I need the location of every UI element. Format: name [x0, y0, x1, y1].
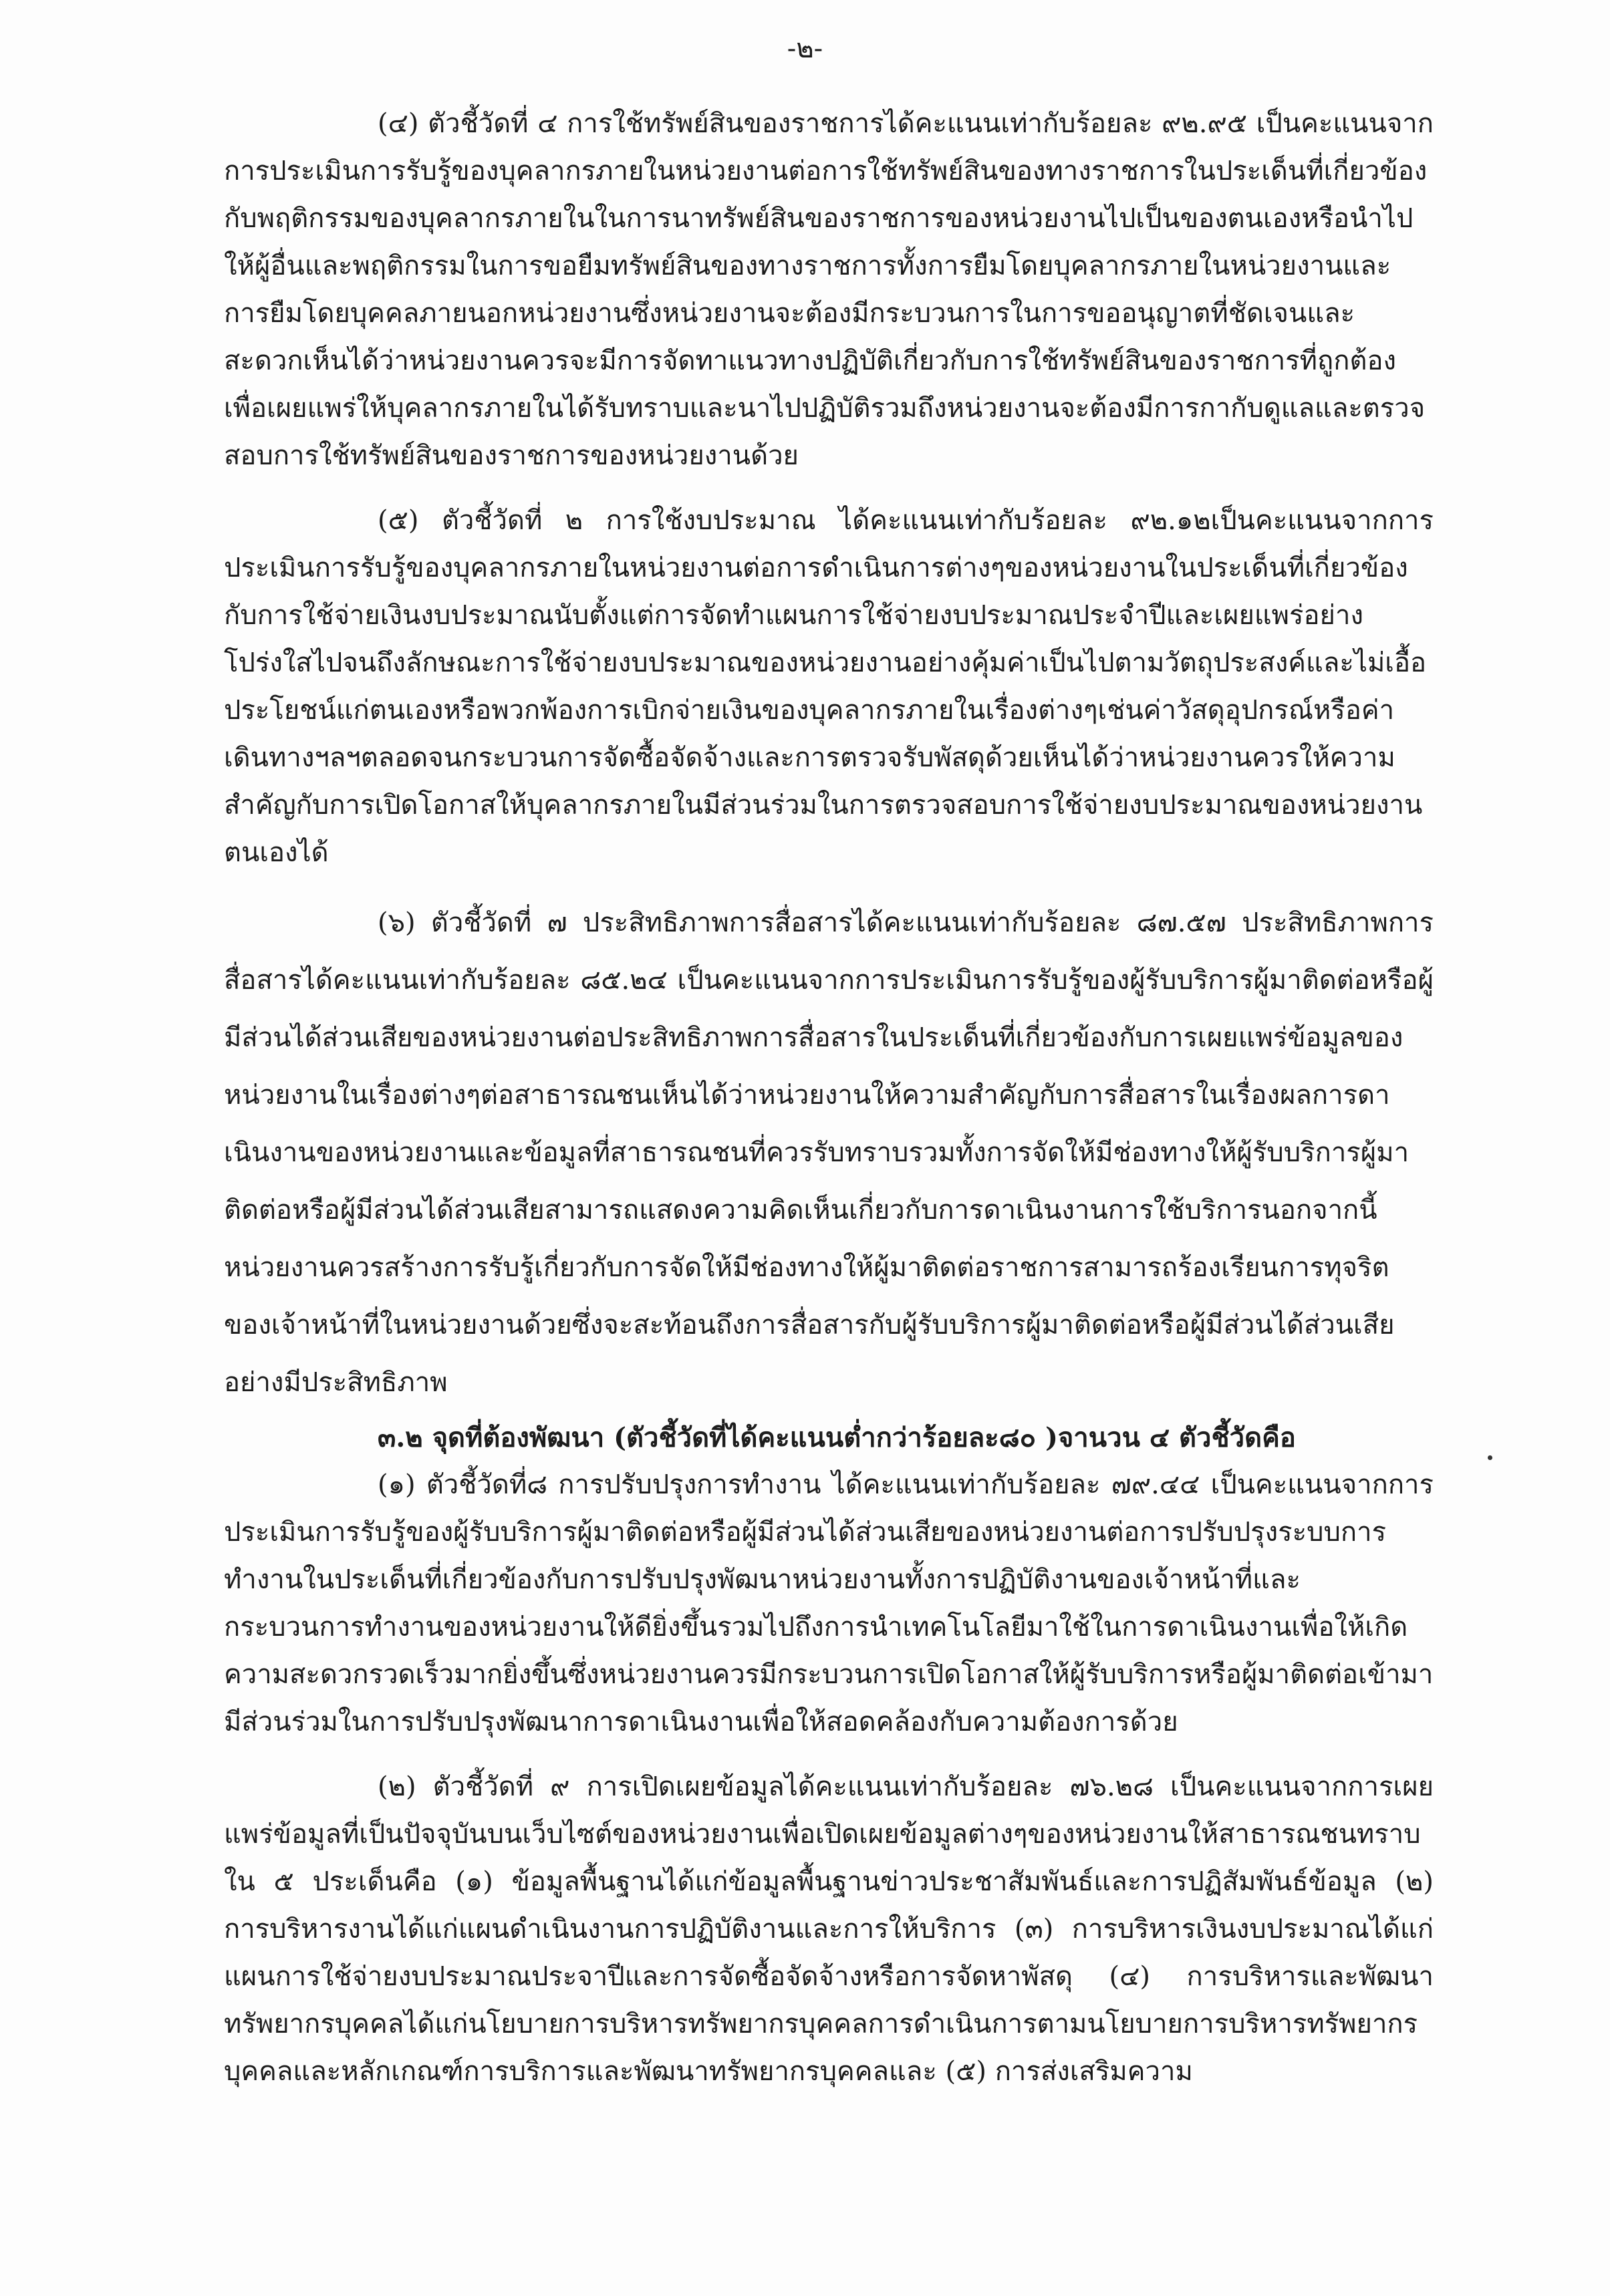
document-body	[224, 100, 1434, 2113]
paragraph-indicator-8-work-improvement: (๑) ตัวชี้วัดที่๘ การปรับปรุงการทำงาน ได้คะแนนเท่ากับร้อยละ ๗๙.๔๔ เป็นคะแนนจากการประเมินการรับรู้ของผู้รับบริการผู้มาติดต่อหรือผู้มีส่วนได้ส่วนเสียของหน่วยงานต่อการปรับปรุงระบบการทำงานในประเด็นที่เกี่ยวข้องกับการปรับปรุงพัฒนาหน่วยงานทั้งการปฏิบัติงานของเจ้าหน้าที่และกระบวนการทำงานของหน่วยงานให้ดียิ่งขึ้นรวมไปถึงการนำเทคโนโลยีมาใช้ในการดาเนินงานเพื่อให้เกิดความสะดวกรวดเร็วมากยิ่งขึ้นซึ่งหน่วยงานควรมีกระบวนการเปิดโอกาสให้ผู้รับบริการหรือผู้มาติดต่อเข้ามามีส่วนร่วมในการปรับปรุงพัฒนาการดาเนินงานเพื่อให้สอดคล้องกับความต้องการด้วย	[224, 1469, 1434, 1737]
section-heading-improvement-points: ๓.๒ จุดที่ต้องพัฒนา (ตัวชี้วัดที่ได้คะแนนต่ำกว่าร้อยละ๘๐ )จานวน ๔ ตัวชี้วัดคือ	[378, 1422, 1296, 1453]
paragraph-indicator-2-budget: (๕) ตัวชี้วัดที่ ๒ การใช้งบประมาณ ได้คะแนนเท่ากับร้อยละ ๙๒.๑๒เป็นคะแนนจากการประเมินการรับรู้ของบุคลากรภายในหน่วยงานต่อการดำเนินการต่างๆของหน่วยงานในประเด็นที่เกี่ยวข้องกับการใช้จ่ายเงินงบประมาณนับตั้งแต่การจัดทำแผนการใช้จ่ายงบประมาณประจำปีและเผยแพร่อย่างโปร่งใสไปจนถึงลักษณะการใช้จ่ายงบประมาณของหน่วยงานอย่างคุ้มค่าเป็นไปตามวัตถุประสงค์และไม่เอื้อประโยชน์แก่ตนเองหรือพวกพ้องการเบิกจ่ายเงินของบุคลากรภายในเรื่องต่างๆเช่นค่าวัสดุอุปกรณ์หรือค่าเดินทางฯลฯตลอดจนกระบวนการจัดซื้อจัดจ้างและการตรวจรับพัสดุด้วยเห็นได้ว่าหน่วยงานควรให้ความสำคัญกับการเปิดโอกาสให้บุคลากรภายในมีส่วนร่วมในการตรวจสอบการใช้จ่ายงบประมาณของหน่วยงานตนเองได้	[224, 505, 1434, 868]
scan-speck	[1488, 1455, 1492, 1460]
paragraph-indicator-7-communication: (๖) ตัวชี้วัดที่ ๗ ประสิทธิภาพการสื่อสารได้คะแนนเท่ากับร้อยละ ๘๗.๕๗ ประสิทธิภาพการสื่อสารได้คะแนนเท่ากับร้อยละ ๘๕.๒๔ เป็นคะแนนจากการประเมินการรับรู้ของผู้รับบริการผู้มาติดต่อหรือผู้มีส่วนได้ส่วนเสียของหน่วยงานต่อประสิทธิภาพการสื่อสารในประเด็นที่เกี่ยวข้องกับการเผยแพร่ข้อมูลของหน่วยงานในเรื่องต่างๆต่อสาธารณชนเห็นได้ว่าหน่วยงานให้ความสำคัญกับการสื่อสารในเรื่องผลการดาเนินงานของหน่วยงานและข้อมูลที่สาธารณชนที่ควรรับทราบรวมทั้งการจัดให้มีช่องทางให้ผู้รับบริการผู้มาติดต่อหรือผู้มีส่วนได้ส่วนเสียสามารถแสดงความคิดเห็นเกี่ยวกับการดาเนินงานการใช้บริการนอกจากนี้หน่วยงานควรสร้างการรับรู้เกี่ยวกับการจัดให้มีช่องทางให้ผู้มาติดต่อราชการสามารถร้องเรียนการทุจริตของเจ้าหน้าที่ในหน่วยงานด้วยซึ่งจะสะท้อนถึงการสื่อสารกับผู้รับบริการผู้มาติดต่อหรือผู้มีส่วนได้ส่วนเสียอย่างมีประสิทธิภาพ	[224, 907, 1434, 1398]
page-number: -๒-	[787, 33, 823, 64]
paragraph-indicator-4: (๔) ตัวชี้วัดที่ ๔ การใช้ทรัพย์สินของราชการได้คะแนนเท่ากับร้อยละ ๙๒.๙๕ เป็นคะแนนจากการประเมินการรับรู้ของบุคลากรภายในหน่วยงานต่อการใช้ทรัพย์สินของทางราชการในประเด็นที่เกี่ยวข้องกับพฤติกรรมของบุคลากรภายในในการนาทรัพย์สินของราชการของหน่วยงานไปเป็นของตนเองหรือนำไปให้ผู้อื่นและพฤติกรรมในการขอยืมทรัพย์สินของทางราชการทั้งการยืมโดยบุคลากรภายในหน่วยงานและการยืมโดยบุคคลภายนอกหน่วยงานซึ่งหน่วยงานจะต้องมีกระบวนการในการขออนุญาตที่ชัดเจนและสะดวกเห็นได้ว่าหน่วยงานควรจะมีการจัดทาแนวทางปฏิบัติเกี่ยวกับการใช้ทรัพย์สินของราชการที่ถูกต้องเพื่อเผยแพร่ให้บุคลากรภายในได้รับทราบและนาไปปฏิบัติรวมถึงหน่วยงานจะต้องมีการกากับดูแลและตรวจสอบการใช้ทรัพย์สินของราชการของหน่วยงานด้วย	[224, 108, 1434, 471]
paragraph-indicator-9-disclosure: (๒) ตัวชี้วัดที่ ๙ การเปิดเผยข้อมูลได้คะแนนเท่ากับร้อยละ ๗๖.๒๘ เป็นคะแนนจากการเผยแพร่ข้อมูลที่เป็นปัจจุบันบนเว็บไซต์ของหน่วยงานเพื่อเปิดเผยข้อมูลต่างๆของหน่วยงานให้สาธารณชนทราบใน ๕ ประเด็นคือ (๑) ข้อมูลพื้นฐานได้แก่ข้อมูลพื้นฐานข่าวประชาสัมพันธ์และการปฏิสัมพันธ์ข้อมูล (๒) การบริหารงานได้แก่แผนดำเนินงานการปฏิบัติงานและการให้บริการ (๓) การบริหารเงินงบประมาณได้แก่แผนการใช้จ่ายงบประมาณประจาปีและการจัดซื้อจัดจ้างหรือการจัดหาพัสดุ (๔) การบริหารและพัฒนาทรัพยากรบุคคลได้แก่นโยบายการบริหารทรัพยากรบุคคลการดำเนินการตามนโยบายการบริหารทรัพยากรบุคคลและหลักเกณฑ์การบริการและพัฒนาทรัพยากรบุคคลและ (๕) การส่งเสริมความ	[224, 1771, 1434, 2087]
